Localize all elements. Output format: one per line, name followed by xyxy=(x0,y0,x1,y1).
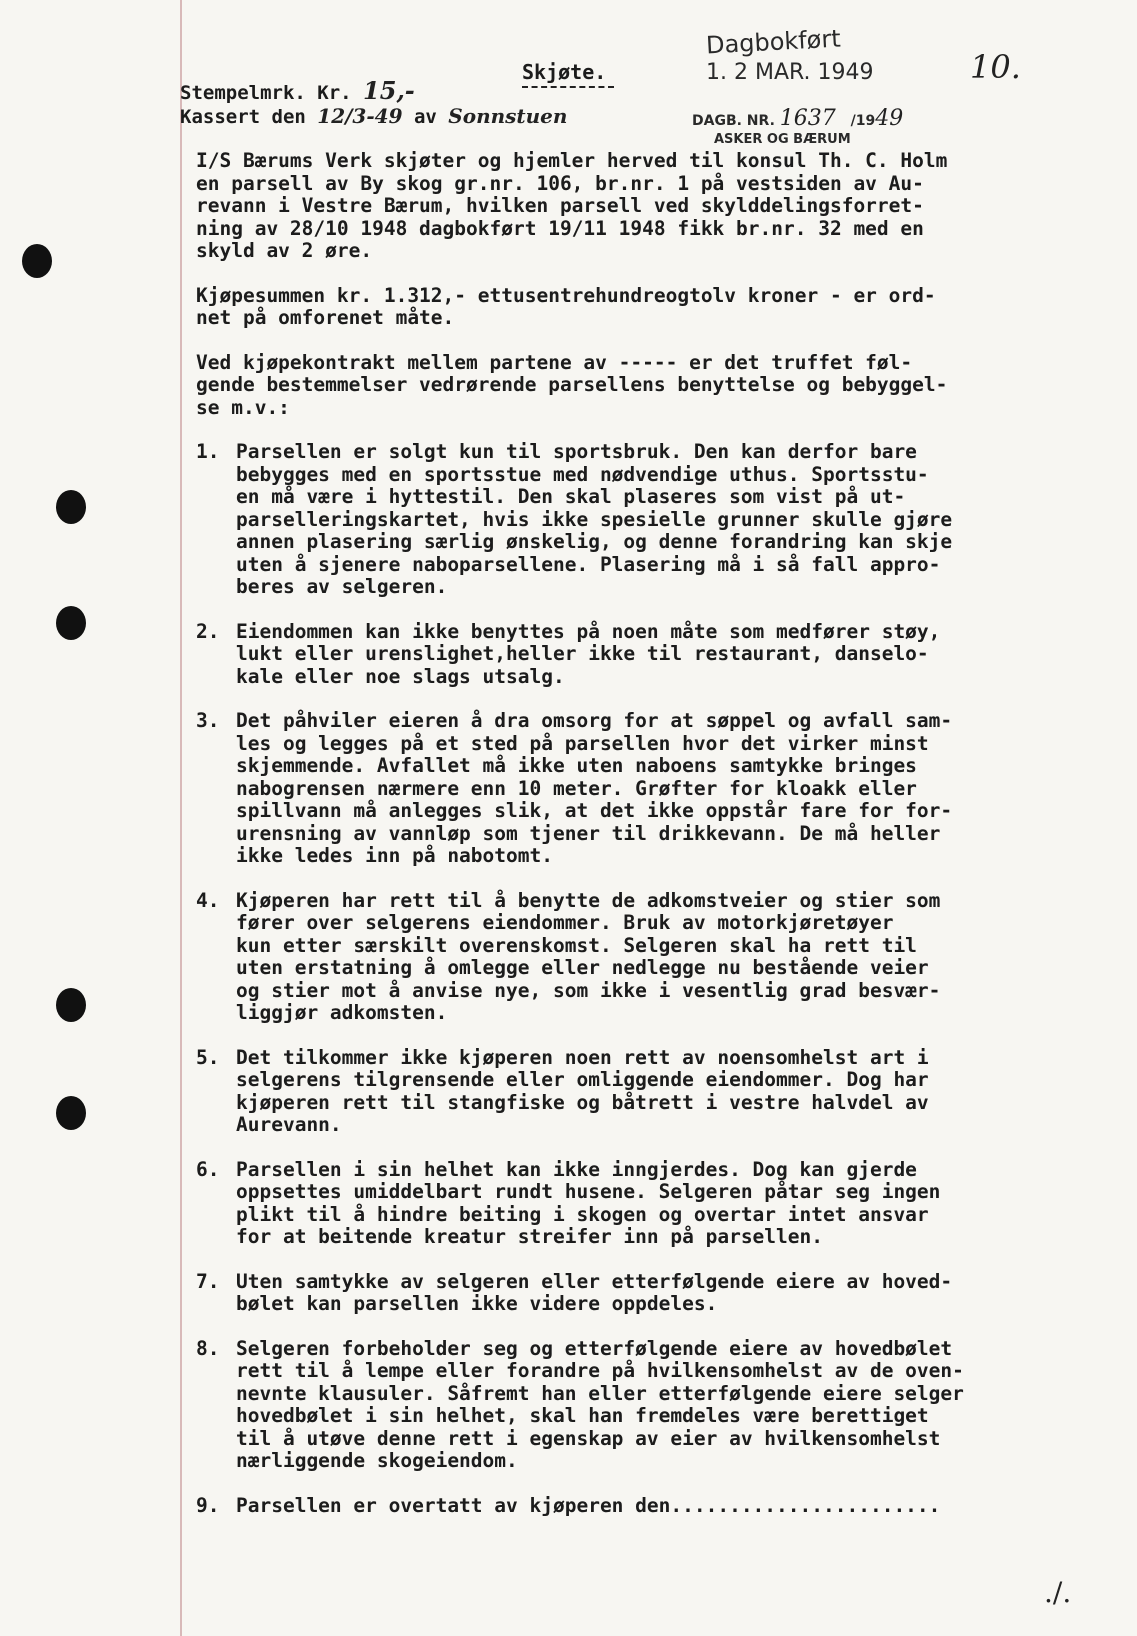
stempel-line xyxy=(180,76,415,105)
stempel-amount: 15,- xyxy=(363,76,415,105)
kassert-label: Kassert den xyxy=(180,106,306,128)
page-number: 10. xyxy=(970,48,1021,86)
kassert-by-label: av xyxy=(413,106,437,128)
text-line: en parsell av By skog gr.nr. 106, br.nr. 1 på vestsiden av Au- xyxy=(196,171,924,195)
text-line: se m.v.: xyxy=(196,395,290,419)
text-line: fører over selgerens eiendommer. Bruk av motorkjøretøyer xyxy=(236,911,894,934)
punch-hole xyxy=(22,244,52,278)
stamp-dagb xyxy=(692,106,903,131)
text-line: bebygges med en sportsstue med nødvendige uthus. Sportsstu- xyxy=(236,462,929,486)
clause-1 xyxy=(196,441,1096,599)
text-line: net på omforenet måte. xyxy=(196,306,455,329)
text-line: nærliggende skogeiendom. xyxy=(236,1449,518,1472)
clause-number: 3. xyxy=(196,709,220,732)
text-line: Uten samtykke av selgeren eller etterfølgende eiere av hoved- xyxy=(236,1269,953,1293)
text-line: ning av 28/10 1948 dagbokført 19/11 1948 fikk br.nr. 32 med en xyxy=(196,216,924,240)
text-line: kjøperen rett til stangfiske og båtrett i vestre halvdel av xyxy=(236,1090,929,1114)
margin-line xyxy=(180,0,182,1636)
doc-type-label: Skjøte. xyxy=(522,60,607,84)
text-line: Parsellen i sin helhet kan ikke inngjerdes. Dog kan gjerde xyxy=(236,1157,917,1181)
clause-3 xyxy=(196,710,1096,868)
text-line: Ved kjøpekontrakt mellem partene av ----- er det truffet føl- xyxy=(196,350,913,374)
doc-type-underline xyxy=(522,86,614,88)
clause-6 xyxy=(196,1159,1096,1249)
clause-7 xyxy=(196,1271,1096,1316)
text-line: til å utøve denne rett i egenskap av eier av hvilkensomhelst xyxy=(236,1426,941,1450)
text-line: for at beitende kreatur streifer inn på parsellen. xyxy=(236,1225,823,1248)
clause-9 xyxy=(196,1495,1096,1518)
text-line: Parsellen er overtatt av kjøperen den....................... xyxy=(236,1493,941,1517)
clause-number: 1. xyxy=(196,440,220,463)
clause-number: 8. xyxy=(196,1336,220,1360)
text-line: bølet kan parsellen ikke videre oppdeles. xyxy=(236,1292,718,1315)
text-line: parselleringskartet, hvis ikke spesielle grunner skulle gjøre xyxy=(236,507,953,531)
text-line: kale eller noe slags utsalg. xyxy=(236,664,565,688)
clause-number: 2. xyxy=(196,619,220,643)
text-line: uten å sjenere naboparsellene. Plasering må i så fall appro- xyxy=(236,552,941,576)
text-line: annen plasering særlig ønskelig, og denne forandring kan skje xyxy=(236,530,953,553)
text-line: uten erstatning å omlegge eller nedlegge nu bestående veier xyxy=(236,956,929,979)
text-line: en må være i hyttestil. Den skal plaseres som vist på ut- xyxy=(236,485,906,508)
signature: Sonnstuen xyxy=(448,104,568,128)
text-line: ikke ledes inn på nabotomt. xyxy=(236,844,553,867)
clause-2 xyxy=(196,621,1096,689)
clause-number: 6. xyxy=(196,1157,220,1181)
stamp-office: ASKER OG BÆRUM xyxy=(714,132,851,147)
text-line: Eiendommen kan ikke benyttes på noen måte som medfører støy, xyxy=(236,619,941,643)
clause-number: 4. xyxy=(196,888,220,912)
clause-number: 5. xyxy=(196,1045,220,1069)
clause-5 xyxy=(196,1047,1096,1137)
text-line: beres av selgeren. xyxy=(236,575,448,598)
kassert-line xyxy=(180,104,567,128)
stempel-label: Stempelmrk. Kr. xyxy=(180,82,352,104)
text-line: rett til å lempe eller forandre på hvilkensomhelst av de oven- xyxy=(236,1359,964,1382)
clause-8 xyxy=(196,1338,1096,1473)
text-line: Det påhviler eieren å dra omsorg for at søppel og avfall sam- xyxy=(236,709,953,732)
doc-type xyxy=(522,60,614,88)
punch-hole xyxy=(56,1096,86,1130)
text-line: Parsellen er solgt kun til sportsbruk. Den kan derfor bare xyxy=(236,440,917,463)
text-line: selgerens tilgrensende eller omliggende eiendommer. Dog har xyxy=(236,1068,929,1091)
text-line: les og legges på et sted på parsellen hvor det virker minst xyxy=(236,731,929,755)
text-line: skjemmende. Avfallet må ikke uten naboens samtykke bringes xyxy=(236,754,917,777)
text-line: lukt eller urenslighet,heller ikke til restaurant, danselo- xyxy=(236,642,929,665)
text-line: I/S Bærums Verk skjøter og hjemler herved til konsul Th. C. Holm xyxy=(196,149,948,172)
text-line: revann i Vestre Bærum, hvilken parsell ved skylddelingsforret- xyxy=(196,194,924,217)
text-line: spillvann må anlegges slik, at det ikke oppstår fare for for- xyxy=(236,799,953,822)
text-line: urensning av vannløp som tjener til drikkevann. De må heller xyxy=(236,821,941,845)
text-line: liggjør adkomsten. xyxy=(236,1001,448,1024)
stamp-date: 1. 2 MAR. 1949 xyxy=(706,60,874,85)
continuation-mark: ./. xyxy=(1044,1576,1072,1609)
text-line: Aurevann. xyxy=(236,1113,342,1136)
deed-body xyxy=(196,150,1096,1539)
dagb-year-label: /19 xyxy=(850,113,876,129)
text-line: Det tilkommer ikke kjøperen noen rett av noensomhelst art i xyxy=(236,1045,929,1069)
kassert-date: 12/3-49 xyxy=(317,104,403,128)
text-line: oppsettes umiddelbart rundt husene. Selgeren påtar seg ingen xyxy=(236,1180,941,1203)
clause-number: 7. xyxy=(196,1269,220,1293)
punch-hole xyxy=(56,988,86,1022)
text-line: hovedbølet i sin helhet, skal han fremdeles være berettiget xyxy=(236,1404,929,1427)
dagb-number: 1637 xyxy=(779,106,836,131)
text-line: Selgeren forbeholder seg og etterfølgende eiere av hovedbølet xyxy=(236,1336,953,1360)
punch-hole xyxy=(56,490,86,524)
clause-number: 9. xyxy=(196,1493,220,1517)
text-line: gende bestemmelser vedrørende parsellens benyttelse og bebyggel- xyxy=(196,373,948,396)
text-line: og stier mot å anvise nye, som ikke i vesentlig grad besvær- xyxy=(236,978,941,1002)
contract-paragraph xyxy=(196,352,1096,420)
stamp-title: Dagbokført xyxy=(705,24,842,60)
text-line: kun etter særskilt overenskomst. Selgeren skal ha rett til xyxy=(236,933,917,957)
clause-4 xyxy=(196,890,1096,1025)
text-line: Kjøpesummen kr. 1.312,- ettusentrehundreogtolv kroner - er ord- xyxy=(196,283,936,307)
text-line: plikt til å hindre beiting i skogen og overtar intet ansvar xyxy=(236,1202,929,1226)
dagb-year: 49 xyxy=(875,106,904,131)
punch-hole xyxy=(56,606,86,640)
dagb-label: DAGB. NR. xyxy=(692,113,775,129)
text-line: skyld av 2 øre. xyxy=(196,239,373,262)
text-line: nevnte klausuler. Såfremt han eller etterfølgende eiere selger xyxy=(236,1381,964,1405)
price-paragraph xyxy=(196,285,1096,330)
text-line: nabogrensen nærmere enn 10 meter. Grøfter for kloakk eller xyxy=(236,776,917,800)
text-line: Kjøperen har rett til å benytte de adkomstveier og stier som xyxy=(236,888,941,912)
intro-paragraph xyxy=(196,150,1096,263)
